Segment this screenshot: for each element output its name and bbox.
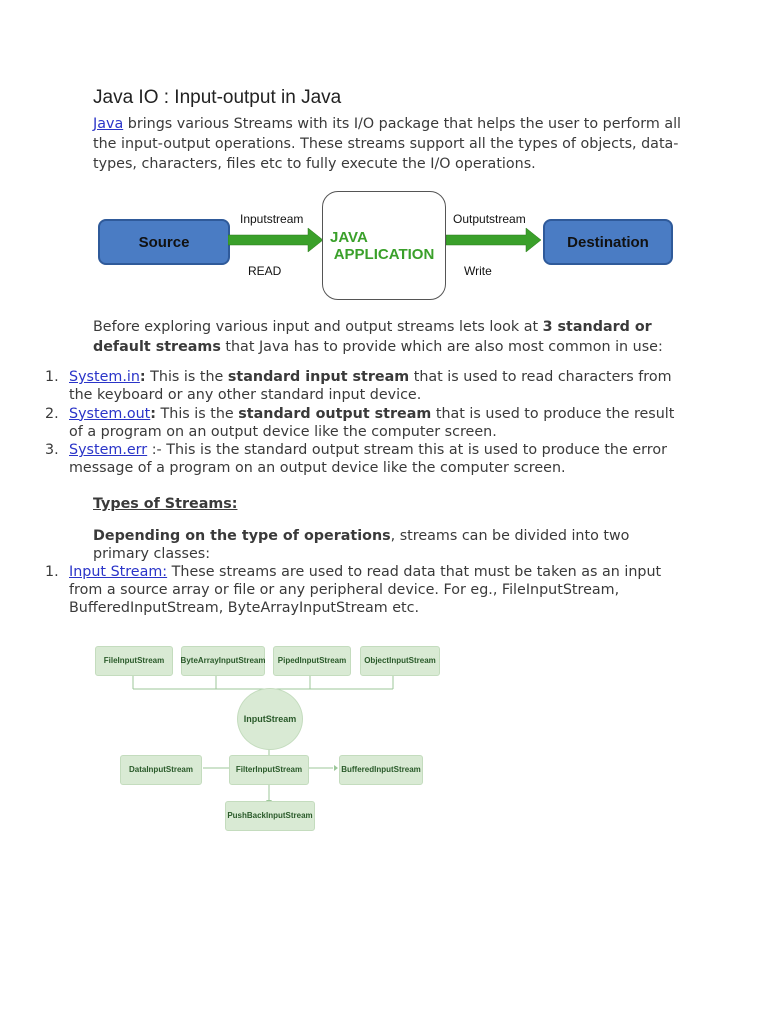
pipedinputstream-node: PipedInputStream	[273, 646, 351, 676]
standard-streams-intro	[93, 317, 683, 357]
input-arrow	[228, 227, 324, 253]
list-text: that is used to read characters from the keyboard or any other standard input device.	[69, 369, 672, 404]
input-stream-link[interactable]: Input Stream:	[69, 563, 168, 580]
list-item	[0, 368, 683, 405]
bytearrayinputstream-node: ByteArrayInputStream	[181, 646, 265, 676]
list-sep: :	[150, 405, 156, 422]
intro2-bold: 3 standard or default streams	[93, 319, 652, 355]
list-item	[0, 405, 683, 442]
filterinputstream-node: FilterInputStream	[229, 755, 309, 785]
app-line2: APPLICATION	[333, 245, 435, 263]
java-link[interactable]: Java	[93, 116, 124, 132]
write-label: Write	[464, 264, 492, 278]
intro-paragraph	[93, 114, 683, 174]
stream-classes-list	[0, 563, 683, 618]
depend-bold: Depending on the type of operations	[93, 527, 391, 544]
outputstream-label: Outputstream	[453, 212, 526, 226]
io-flow-diagram	[98, 191, 678, 303]
list-number: 1.	[45, 563, 59, 580]
document-page	[45, 86, 683, 838]
pushbackinputstream-node: PushBackInputStream	[225, 801, 315, 831]
objectinputstream-node: ObjectInputStream	[360, 646, 440, 676]
list-bold: standard output stream	[238, 405, 432, 422]
java-application-box	[322, 191, 446, 300]
depend-text: , streams can be divided into two primary classes:	[93, 527, 630, 562]
list-text: :- This is the standard output stream this at is used to produce the error message of a program on an output device like the computer screen.	[69, 442, 667, 477]
inputstream-label: Inputstream	[240, 212, 304, 226]
read-label: READ	[248, 264, 282, 278]
bufferedinputstream-node: BufferedInputStream	[339, 755, 423, 785]
system-in-link[interactable]: System.in	[69, 369, 140, 385]
system-out-link[interactable]: System.out	[69, 405, 151, 422]
standard-streams-list	[0, 368, 683, 478]
depend-paragraph	[93, 527, 683, 563]
list-number: 1.	[45, 369, 59, 385]
intro2-text-c: that Java has to provide which are also most common in use:	[220, 339, 663, 355]
list-item	[0, 563, 683, 618]
destination-box: Destination	[543, 219, 673, 265]
app-line1: JAVA	[330, 228, 368, 246]
list-bold: standard input stream	[227, 369, 410, 385]
list-item	[0, 441, 683, 478]
types-heading: Types of Streams:	[93, 495, 238, 512]
output-arrow	[446, 227, 542, 253]
list-number: 2.	[45, 405, 59, 422]
list-text: These streams are used to read data that must be taken as an input from a source array or file or any peripheral device. For eg., FileInputStream, BufferedInputStream, ByteArrayInputStream etc.	[69, 563, 662, 617]
intro-text: brings various Streams with its I/O package that helps the user to perform all the input-output operations. These streams support all the types of objects, data-types, characters, files etc to fully execute the I/O operations.	[93, 116, 682, 172]
list-text: This is the	[145, 369, 228, 385]
source-box: Source	[98, 219, 230, 265]
datainputstream-node: DataInputStream	[120, 755, 202, 785]
list-text: that is used to produce the result of a program on an output device like the computer screen.	[69, 405, 675, 440]
list-text: This is the	[156, 405, 239, 422]
inputstream-hierarchy-diagram	[93, 643, 453, 838]
fileinputstream-node: FileInputStream	[95, 646, 173, 676]
page-title: Java IO : Input-output in Java	[93, 87, 342, 108]
list-sep: :	[139, 369, 146, 385]
system-err-link[interactable]: System.err	[69, 442, 148, 459]
list-number: 3.	[45, 442, 59, 459]
intro2-text-a: Before exploring various input and output streams lets look at	[93, 319, 543, 335]
inputstream-node: InputStream	[237, 688, 303, 750]
